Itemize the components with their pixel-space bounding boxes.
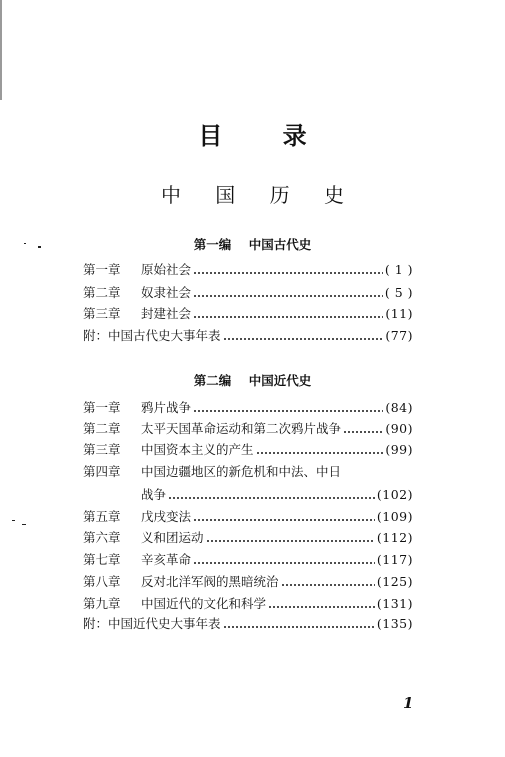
- part-heading: 第二编 中国近代史: [193, 373, 312, 388]
- toc-entry[interactable]: [83, 283, 413, 303]
- chapter-title: 奴隶社会: [141, 285, 192, 300]
- appendix-title: 附：中国古代史大事年表: [83, 328, 221, 343]
- dot-leader: [193, 507, 375, 527]
- toc-entry[interactable]: [83, 440, 413, 460]
- toc-entry[interactable]: [83, 614, 413, 634]
- chapter-number: 第二章: [83, 285, 121, 300]
- page-reference: (90): [385, 421, 413, 436]
- chapter-number: 第七章: [83, 552, 121, 567]
- chapter-title: 中国资本主义的产生: [141, 442, 254, 457]
- chapter-title: 中国边疆地区的新危机和中法、中日: [141, 464, 342, 479]
- page-reference: (99): [385, 442, 413, 457]
- dot-leader: [193, 260, 383, 280]
- page-reference: (112): [376, 530, 413, 545]
- toc-entry[interactable]: [83, 528, 413, 548]
- page-reference: (77): [385, 328, 413, 343]
- chapter-number: 第四章: [83, 464, 121, 479]
- chapter-title: 辛亥革命: [141, 552, 192, 567]
- chapter-title: 中国近代的文化和科学: [141, 596, 267, 611]
- chapter-title: 太平天国革命运动和第二次鸦片战争: [141, 421, 342, 436]
- page-reference: (131): [376, 596, 413, 611]
- toc-entry[interactable]: [83, 594, 413, 614]
- chapter-number: 第六章: [83, 530, 121, 545]
- chapter-number: 第三章: [83, 442, 121, 457]
- dot-leader: [193, 550, 375, 570]
- page-reference: (117): [376, 552, 413, 567]
- chapter-number: 第五章: [83, 509, 121, 524]
- dot-leader: [168, 485, 375, 505]
- toc-entry[interactable]: [83, 326, 413, 346]
- chapter-title: 反对北洋军阀的黑暗统治: [141, 574, 279, 589]
- toc-entry[interactable]: [83, 398, 413, 418]
- chapter-number: 第一章: [83, 400, 121, 415]
- chapter-title: 封建社会: [141, 306, 192, 321]
- page-reference: (109): [376, 509, 413, 524]
- dot-leader: [193, 304, 383, 324]
- dot-leader: [193, 283, 383, 303]
- dot-leader: [223, 614, 375, 634]
- toc-entry[interactable]: [83, 507, 413, 527]
- chapter-title: 戊戌变法: [141, 509, 192, 524]
- chapter-title: 原始社会: [141, 262, 192, 277]
- toc-entry[interactable]: [83, 462, 413, 482]
- dot-leader: [343, 419, 383, 439]
- page-reference: (102): [376, 487, 413, 502]
- page-reference: (135): [376, 616, 413, 631]
- dot-leader: [223, 326, 384, 346]
- toc-entry[interactable]: [83, 260, 413, 280]
- chapter-number: 第一章: [83, 262, 121, 277]
- chapter-title: 鸦片战争: [141, 400, 192, 415]
- chapter-number: 第八章: [83, 574, 121, 589]
- dot-leader: [206, 528, 375, 548]
- toc-entry[interactable]: [83, 304, 413, 324]
- toc-entry-continuation[interactable]: [83, 485, 413, 505]
- page-reference: ( 5 ): [384, 285, 413, 300]
- chapter-number: 第九章: [83, 596, 121, 611]
- page-title: 目 录: [198, 121, 333, 150]
- toc-entry[interactable]: [83, 572, 413, 592]
- toc-entry[interactable]: [83, 550, 413, 570]
- chapter-title: 义和团运动: [141, 530, 204, 545]
- dot-leader: [281, 572, 375, 592]
- toc-entry[interactable]: [83, 419, 413, 439]
- page-reference: (11): [385, 306, 413, 321]
- scan-edge-line: [0, 0, 2, 100]
- dot-leader: [268, 594, 375, 614]
- page-reference: (84): [385, 400, 413, 415]
- part-heading: 第一编 中国古代史: [193, 237, 312, 252]
- dot-leader: [193, 398, 383, 418]
- chapter-number: 第三章: [83, 306, 121, 321]
- appendix-title: 附：中国近代史大事年表: [83, 616, 221, 631]
- page-number: 1: [403, 694, 414, 712]
- page-reference: ( 1 ): [384, 262, 413, 277]
- page-reference: (125): [376, 574, 413, 589]
- scan-speck: [12, 520, 15, 521]
- chapter-title-continuation: 战争: [141, 487, 167, 502]
- scan-speck: [22, 524, 26, 525]
- book-subtitle: 中 国 历 史: [160, 183, 359, 207]
- chapter-number: 第二章: [83, 421, 121, 436]
- dot-leader: [256, 440, 384, 460]
